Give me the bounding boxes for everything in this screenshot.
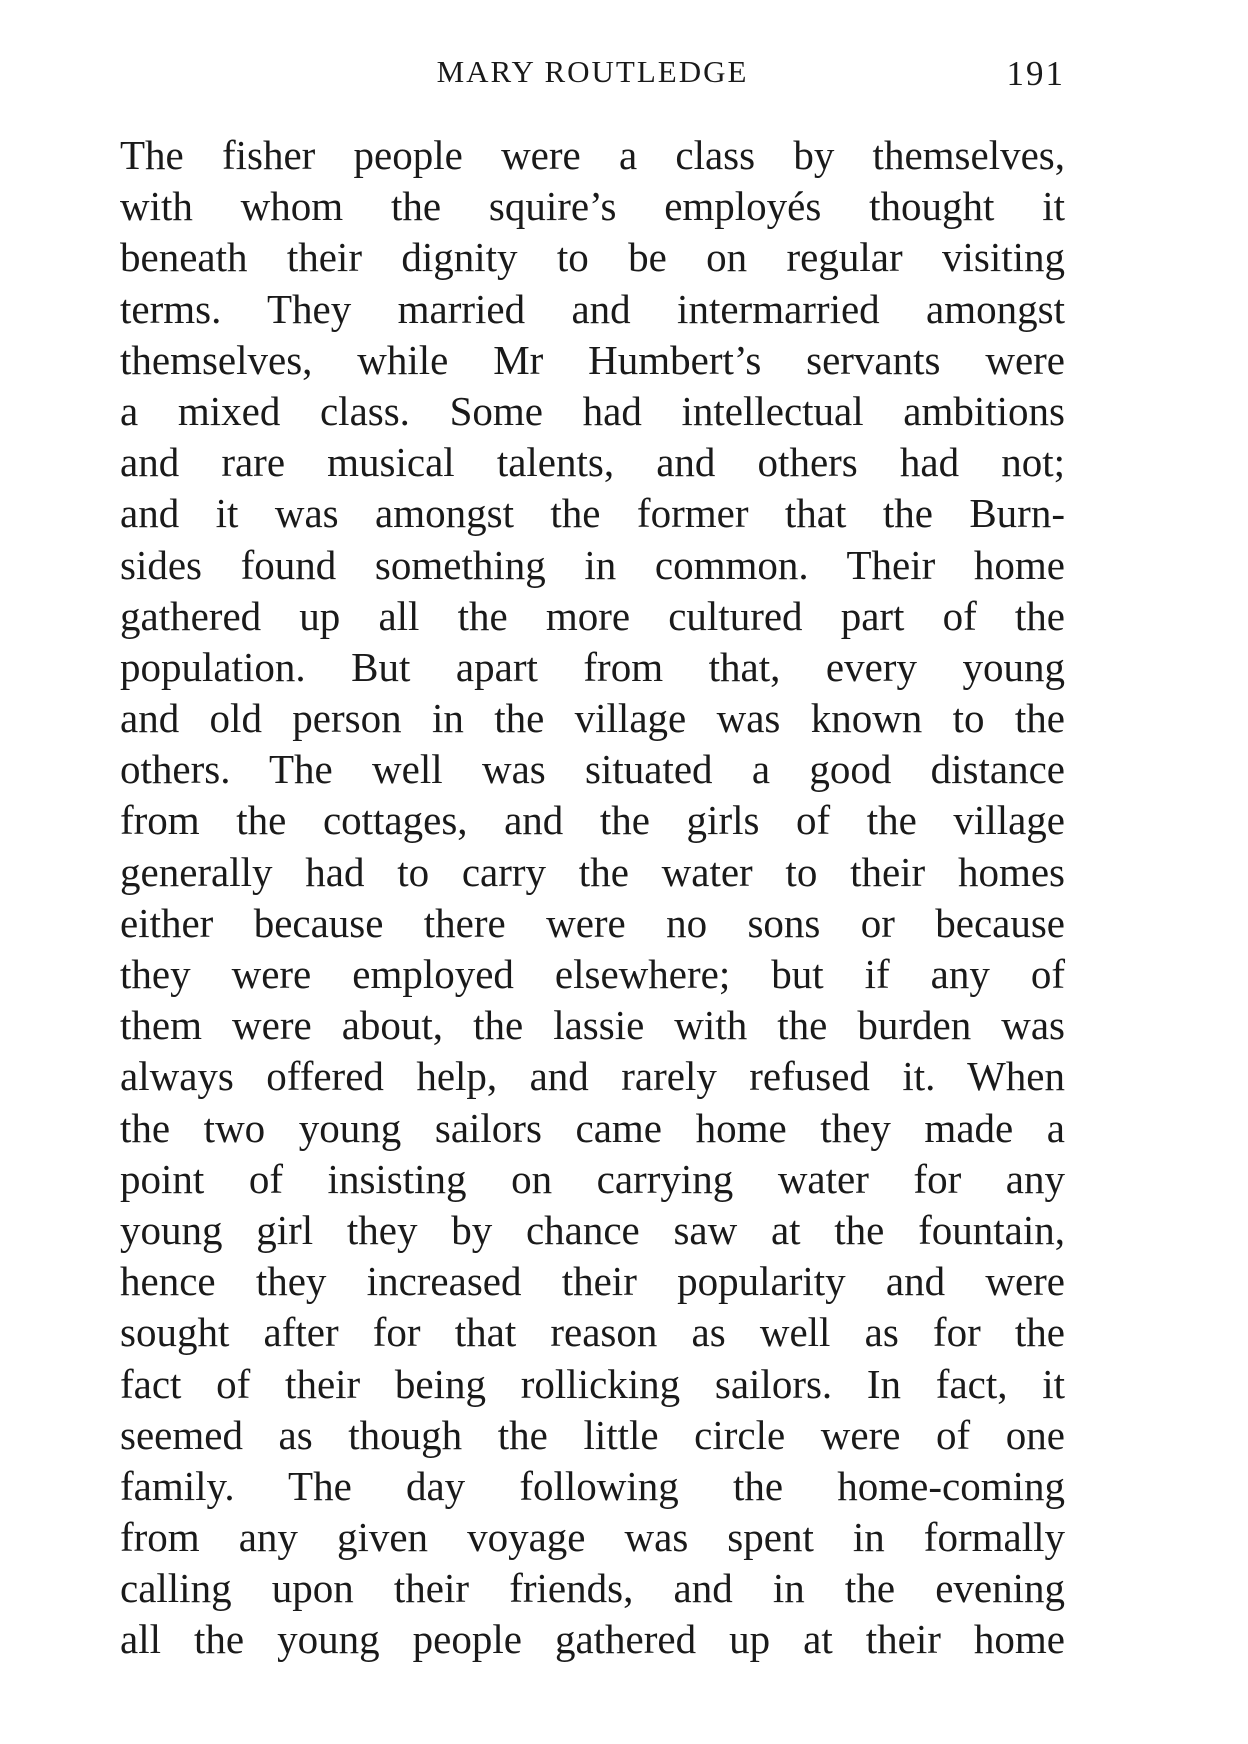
- text-line: and old person in the village was known to the: [120, 695, 1065, 742]
- running-head: [120, 54, 1065, 94]
- text-line: seemed as though the little circle were of one: [120, 1411, 1065, 1458]
- text-line: either because there were no sons or because: [120, 899, 1065, 946]
- text-line: point of insisting on carrying water for any: [120, 1155, 1065, 1202]
- text-line: fact of their being rollicking sailors. In fact, it: [120, 1360, 1065, 1407]
- text-line: from the cottages, and the girls of the village: [120, 797, 1065, 844]
- text-line: population. But apart from that, every young: [120, 643, 1065, 690]
- text-line: family. The day following the home-coming: [120, 1462, 1065, 1509]
- text-line: hence they increased their popularity and were: [120, 1258, 1065, 1305]
- page-number: 191: [1006, 54, 1065, 93]
- text-line: themselves, while Mr Humbert’s servants were: [120, 336, 1065, 383]
- text-line: sides found something in common. Their home: [120, 541, 1065, 588]
- text-line: sought after for that reason as well as for the: [120, 1309, 1065, 1356]
- text-line: calling upon their friends, and in the evening: [120, 1565, 1065, 1612]
- text-line: beneath their dignity to be on regular visiting: [120, 234, 1065, 281]
- text-line: and rare musical talents, and others had not;: [120, 439, 1065, 486]
- text-line: young girl they by chance saw at the fountain,: [120, 1206, 1065, 1253]
- text-line: they were employed elsewhere; but if any of: [120, 951, 1065, 997]
- text-line: them were about, the lassie with the burden was: [120, 1002, 1065, 1049]
- text-line: a mixed class. Some had intellectual ambitions: [120, 387, 1065, 434]
- text-line: terms. They married and intermarried amongst: [120, 285, 1065, 332]
- text-line: the two young sailors came home they made a: [120, 1104, 1065, 1151]
- text-line: with whom the squire’s employés thought it: [120, 183, 1065, 230]
- running-title: MARY ROUTLEDGE: [436, 54, 749, 89]
- text-line: The fisher people were a class by themselves,: [120, 132, 1065, 178]
- text-line: all the young people gathered up at their home: [120, 1616, 1065, 1663]
- text-line: gathered up all the more cultured part of the: [120, 592, 1065, 639]
- text-line: generally had to carry the water to their homes: [120, 848, 1065, 895]
- text-line: others. The well was situated a good distance: [120, 746, 1065, 793]
- body-paragraph: [120, 130, 1065, 1666]
- text-line: always offered help, and rarely refused it. When: [120, 1053, 1065, 1100]
- text-line: from any given voyage was spent in formally: [120, 1514, 1065, 1561]
- text-line: and it was amongst the former that the Burn-: [120, 490, 1065, 537]
